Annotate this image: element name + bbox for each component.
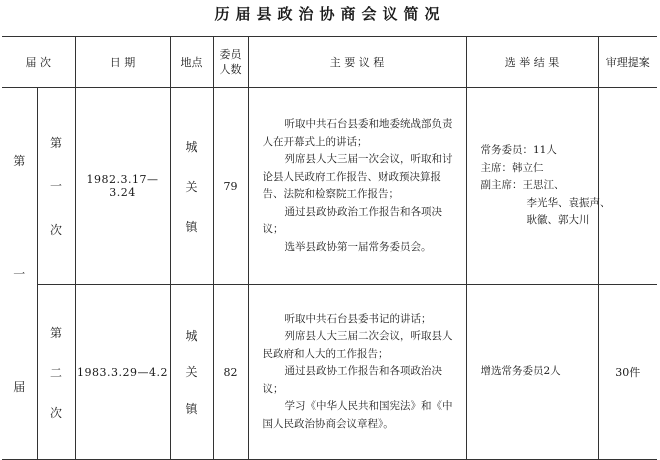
table-row: [2, 88, 657, 285]
topic-item: 列席县人大三届一次会议，听取和讨论县人民政府工作报告、财政预决算报告、法院和检察院工作报告；: [262, 153, 453, 200]
location-char: 关: [185, 365, 198, 380]
topic-item: 听取中共石台县委和地委统战部负责人在开幕式上的讲话；: [262, 118, 453, 148]
date-cell: 1982.3.17—3.24: [75, 88, 170, 285]
location-char: 城: [185, 139, 198, 154]
header-members-line2: 人数: [219, 63, 242, 76]
topic-item: 通过县政协工作报告和各项政治决议；: [262, 365, 442, 395]
ci-cell: [37, 285, 75, 460]
location-char: 关: [185, 179, 198, 194]
election-cell: [466, 285, 598, 460]
ci-char: 次: [49, 405, 62, 420]
header-date: 日 期: [75, 37, 170, 88]
topic-item: 听取中共石台县委书记的讲话；: [284, 312, 432, 325]
election-line: 李光华、袁振声、: [526, 196, 611, 209]
topic-item: 学习《中华人民共和国宪法》和《中国人民政治协商会议章程》。: [262, 400, 453, 430]
sessions-table: [2, 36, 657, 460]
jie-char: 届: [13, 380, 26, 395]
location-cell: [170, 285, 213, 460]
election-cell: [466, 88, 611, 285]
location-char: 镇: [185, 219, 198, 234]
election-line: 主席：韩立仁: [480, 161, 544, 174]
ci-char: 次: [49, 222, 62, 237]
ci-char: 第: [49, 136, 62, 151]
topic-item: 通过县政协政治工作报告和各项决议；: [262, 205, 442, 235]
ci-char: 二: [49, 365, 62, 380]
jie-char: 第: [13, 153, 26, 168]
header-proposals: 审理提案: [598, 37, 657, 88]
topics-cell: [248, 88, 466, 285]
table-row: [2, 285, 657, 460]
header-session: 届 次: [2, 37, 75, 88]
ci-char: 第: [49, 325, 62, 340]
ci-char: 一: [49, 179, 62, 194]
ci-cell: [37, 88, 75, 285]
proposals-cell: [598, 88, 657, 285]
location-char: 镇: [185, 402, 198, 417]
election-line: 耿徽、郭大川: [526, 214, 590, 227]
members-cell: 82: [213, 285, 248, 460]
topic-item: 选举县政协第一届常务委员会。: [284, 240, 432, 253]
header-members: [213, 37, 248, 88]
proposals-cell: 30件: [598, 285, 657, 460]
page-title: 历届县政治协商会议简况: [214, 5, 446, 23]
election-line: 副主席：王思江、: [480, 179, 565, 192]
header-election: 选 举 结 果: [466, 37, 598, 88]
topics-cell: [248, 285, 466, 460]
jie-char: 一: [13, 266, 26, 281]
members-cell: 79: [213, 88, 248, 285]
date-cell: 1983.3.29—4.2: [75, 285, 170, 460]
election-line: 增选常务委员2人: [480, 365, 561, 378]
header-topics: 主 要 议 程: [248, 37, 466, 88]
location-cell: [170, 88, 213, 285]
header-members-line1: 委员: [219, 48, 242, 61]
jie-cell: [2, 88, 37, 460]
table-header-row: [2, 37, 657, 88]
topic-item: 列席县人大三届二次会议，听取县人民政府和人大的工作报告；: [262, 330, 453, 360]
election-line: 常务委员：11人: [480, 144, 557, 157]
location-char: 城: [185, 328, 198, 343]
header-location: 地点: [170, 37, 213, 88]
